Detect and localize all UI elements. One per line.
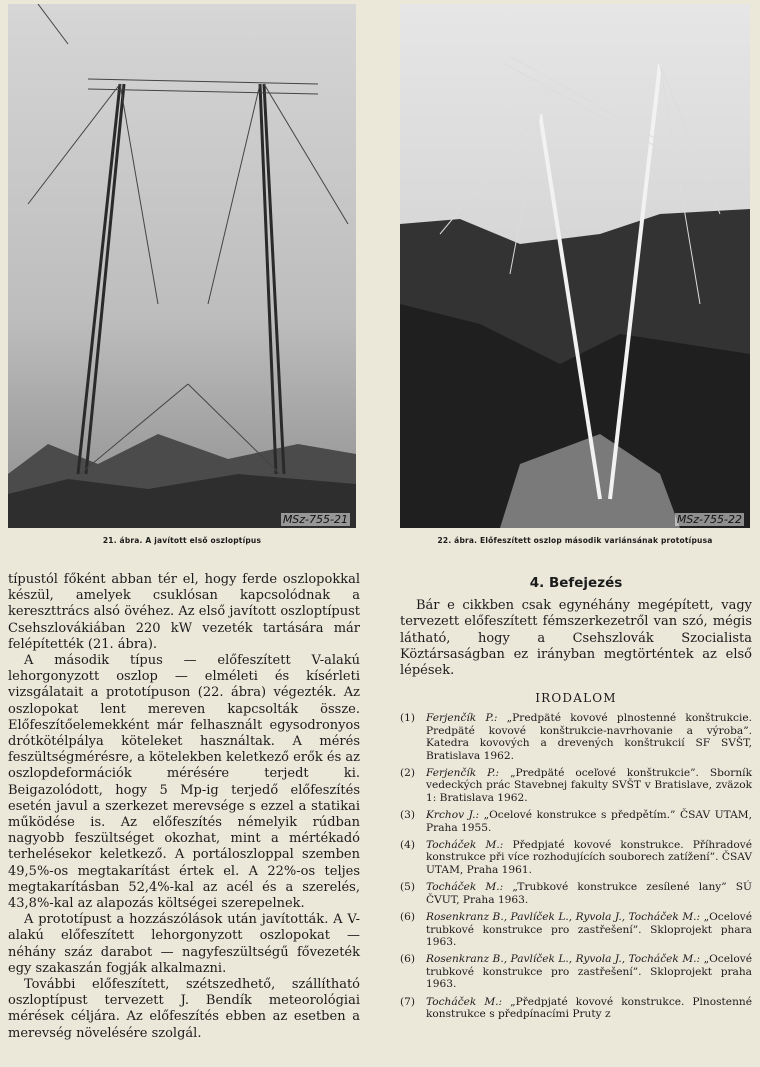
paragraph: A prototípust a hozzászólások után javították. A V-alakú előfeszített lehorgonyzott oszlopokat — néhány száz darabot — nagyfeszültségű fővezeték egy szakaszán fogják alkalmazni. — [8, 912, 360, 976]
tower-photo-22 — [400, 4, 750, 528]
reference-text: „Predpäté oceľové konštrukcie”. Sborník vedeckých prác Stavebnej fakulty SVŠT v Bratislave, zväzok 1: Bratislava 1962. — [426, 767, 752, 804]
paragraph: típustól főként abban tér el, hogy ferde oszlopokkal készül, amelyek csuklósan kapcsolódnak a kereszttrács alsó övéhez. Az első javított oszloptípust Csehszlovákiában 220 kW vezeték tartására már felépítették (21. ábra). — [8, 572, 360, 652]
literature-title: IRODALOM — [535, 691, 617, 706]
section-title: 4. Befejezés — [529, 575, 623, 591]
reference-item — [400, 881, 752, 906]
reference-number: (6) — [400, 911, 416, 924]
reference-text: „Ocelové trubkové konstrukce pro zastřešení”. Skloprojekt phara 1963. — [426, 911, 752, 948]
figure-21-photo — [8, 4, 356, 528]
reference-author: Rosenkranz B., Pavlíček L., Ryvola J., Tocháček M.: — [426, 953, 701, 966]
reference-item — [400, 996, 752, 1021]
reference-text: Předpjaté kovové konstrukce. Příhradové konstrukce při více rozhodujících souborech zatížení”. ČSAV UTAM, Praha 1961. — [426, 839, 752, 876]
figure-22-code: MSz-755-22 — [676, 513, 742, 526]
reference-text: „Předpjaté kovové konstrukce. Plnostenné konstrukce s předpínacími Pruty z — [426, 995, 752, 1020]
reference-author: Tocháček M.: — [426, 839, 504, 852]
figure-21-code: MSz-755-21 — [282, 513, 348, 526]
reference-author: Ferjenčík P.: — [426, 767, 500, 780]
right-column — [400, 572, 752, 1025]
reference-item — [400, 712, 752, 762]
reference-author: Rosenkranz B., Pavlíček L., Ryvola J., Tocháček M.: — [426, 911, 701, 924]
paragraph: Bár e cikkben csak egynéhány megépített, vagy tervezett előfeszített fémszerkezetről van szó, mégis látható, hogy a Csehszlovák Szocialista Köztársaságban ez irányban megtörténtek az első lépések. — [400, 598, 752, 679]
reference-author: Tocháček M.: — [426, 881, 504, 894]
tower-photo-21 — [8, 4, 356, 528]
figure-22-photo — [400, 4, 750, 528]
reference-text: „Predpäté kovové plnostenné konštrukcie. Predpäté kovové konštrukcie-navrhovanie a výroba”. Katedra kovových a drevených konštrukcií SF SVŠT, Bratislava 1962. — [426, 712, 752, 762]
reference-item — [400, 839, 752, 876]
reference-author: Tocháček M.: — [426, 995, 503, 1008]
reference-item — [400, 911, 752, 948]
reference-author: Ferjenčík P.: — [426, 712, 498, 725]
figure-21-caption: 21. ábra. A javított első oszloptípus — [102, 536, 262, 545]
reference-number: (4) — [400, 839, 416, 852]
reference-number: (7) — [400, 995, 416, 1008]
reference-item — [400, 809, 752, 834]
figure-22-caption: 22. ábra. Előfeszített oszlop második variánsának prototípusa — [437, 536, 713, 545]
reference-item — [400, 767, 752, 804]
reference-number: (1) — [400, 712, 416, 725]
paragraph: A második típus — előfeszített V-alakú lehorgonyzott oszlop — elméleti és kísérleti vizsgálatait a prototípuson (22. ábra) végezték. Az oszlopokat lent mereven kapcsolták össze. Előfeszítőelemekként már felhasznált egysodronyos drótkötélpálya köteleket használtak. A mérés feszültségmérésre, a kötelekben keletkező erők és az oszlopdeformációk mérésére terjedt ki. Beigazolódott, hogy 5 Mp-ig terjedő előfeszítés esetén javul a szerkezet merevsége s ezzel a statikai működése is. Az előfeszítés némelyik rúdban nagyobb feszültséget okozhat, mint a mértékadó terhelésekor keletkező. A portáloszloppal szemben 49,5%-os megtakarítást értek el. A 22%-os teljes megtakarításban 52,4%-kal az acél és a szerelés, 43,8%-kal az alapozás költségei szerepelnek. — [8, 653, 360, 912]
reference-number: (2) — [400, 767, 416, 780]
left-column — [8, 572, 360, 1042]
reference-number: (6) — [400, 953, 416, 966]
reference-text: „Trubkové konstrukce zesílené lany” SÚ ČVUT, Praha 1963. — [426, 881, 752, 906]
reference-number: (3) — [400, 809, 416, 822]
paragraph: További előfeszített, szétszedhető, szállítható oszloptípust tervezett J. Bendík meteorológiai mérések céljára. Az előfeszítés ebben az esetben a merevség növelésére szolgál. — [8, 977, 360, 1041]
reference-text: „Ocelové trubkové konstrukce pro zastřešení”. Skloprojekt praha 1963. — [426, 953, 752, 991]
reference-text: „Ocelové konstrukce s předpětím.” ČSAV UTAM, Praha 1955. — [426, 809, 752, 834]
reference-author: Krchov J.: — [426, 809, 480, 822]
reference-item — [400, 953, 752, 990]
reference-number: (5) — [400, 881, 416, 894]
